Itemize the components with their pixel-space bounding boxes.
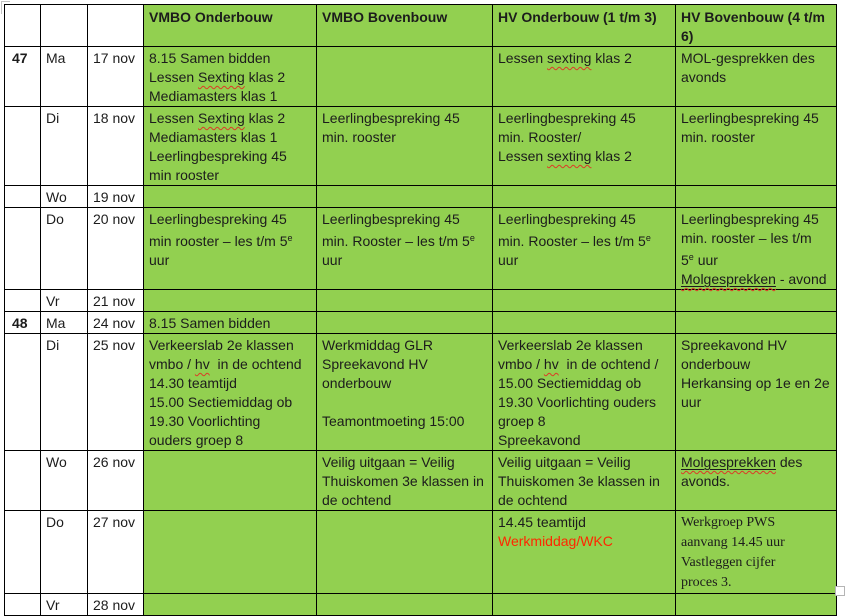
schedule-cell-vmbo-onderbouw[interactable] [144,312,317,334]
schedule-text-line: Veilig uitgaan = Veilig [498,454,631,470]
schedule-text-line: min rooster – les t/m 5e [149,233,293,249]
schedule-text-line: onderbouw [681,356,751,372]
table-row [5,312,837,334]
schedule-cell-vmbo-bovenbouw[interactable] [317,186,493,208]
schedule-cell-vmbo-bovenbouw[interactable] [317,107,493,186]
week-cell[interactable] [5,208,41,290]
schedule-cell-hv-bovenbouw[interactable] [676,334,837,451]
schedule-text-line [322,393,487,412]
table-row [5,290,837,312]
schedule-text-line: Spreekavond HV [681,337,787,353]
schedule-text-line: Molgesprekken des [681,454,803,470]
week-cell[interactable] [5,107,41,186]
schedule-text-line: vmbo / hv in de ochtend [149,356,302,372]
week-cell[interactable]: 47 [5,47,41,107]
schedule-cell-vmbo-bovenbouw[interactable] [317,451,493,511]
table-row [5,107,837,186]
schedule-text-line [498,532,670,551]
schedule-text-line: Lessen Sexting klas 2 [149,69,286,85]
schedule-body [5,47,837,616]
superscript-text: e [645,233,651,243]
schedule-cell-hv-onderbouw[interactable] [493,451,676,511]
schedule-text-line: Veilig uitgaan = Veilig [322,454,455,470]
date-cell[interactable]: 19 nov [88,186,144,208]
spellcheck-squiggle-text: Sexting [198,110,245,126]
schedule-text-line: Verkeerslab 2e klassen [149,337,294,353]
schedule-cell-hv-onderbouw[interactable] [493,47,676,107]
date-cell[interactable]: 18 nov [88,107,144,186]
table-row [5,186,837,208]
spellcheck-squiggle-text: hv [543,356,559,372]
schedule-cell-vmbo-bovenbouw[interactable] [317,334,493,451]
date-cell[interactable]: 26 nov [88,451,144,511]
day-cell[interactable]: Di [41,334,88,451]
schedule-text-line: 14.45 teamtijd [498,514,586,530]
superscript-text: e [287,233,293,243]
spellcheck-squiggle-text: Molgesprekken [681,454,776,470]
table-row [5,511,837,594]
date-cell[interactable]: 25 nov [88,334,144,451]
schedule-text-line: min rooster [149,167,220,183]
schedule-cell-vmbo-bovenbouw[interactable] [317,594,493,616]
table-resize-handle[interactable] [835,586,845,596]
week-cell[interactable] [5,594,41,616]
header-day-cell[interactable] [41,5,88,47]
date-cell[interactable]: 21 nov [88,290,144,312]
header-week-cell[interactable] [5,5,41,47]
schedule-text-line: uur [149,252,170,268]
schedule-cell-hv-onderbouw[interactable] [493,107,676,186]
schedule-cell-vmbo-bovenbouw[interactable] [317,290,493,312]
schedule-text-line: avonds [681,69,727,85]
day-cell[interactable]: Do [41,208,88,290]
schedule-cell-vmbo-onderbouw[interactable] [144,290,317,312]
schedule-text-line: min. Rooster – les t/m 5e [498,233,651,249]
schedule-text-line: Vastleggen cijfer [681,555,776,570]
week-cell[interactable]: 48 [5,312,41,334]
spellcheck-squiggle-text: sexting [547,50,592,66]
schedule-cell-vmbo-onderbouw[interactable] [144,208,317,290]
schedule-text-line: Lessen Sexting klas 2 [149,110,286,126]
day-cell[interactable]: Do [41,511,88,594]
schedule-text-line: proces 3. [681,575,732,590]
schedule-text-line: uur [498,252,519,268]
schedule-text-line: Herkansing op 1e en 2e [681,375,830,391]
schedule-cell-vmbo-bovenbouw[interactable] [317,511,493,594]
spellcheck-squiggle-text: Molgesprekken [681,271,776,287]
schedule-text-line: 15.00 Sectiemiddag ob [498,375,642,391]
schedule-cell-vmbo-onderbouw[interactable] [144,47,317,107]
week-cell[interactable] [5,334,41,451]
day-cell[interactable]: Di [41,107,88,186]
week-cell[interactable] [5,186,41,208]
schedule-text-line: min. Rooster/ [498,129,582,145]
schedule-text-line: groep 8 [498,413,546,429]
day-cell[interactable]: Ma [41,312,88,334]
schedule-cell-hv-bovenbouw[interactable] [676,186,837,208]
schedule-text-line: Teamontmoeting 15:00 [322,413,465,429]
schedule-text-line: Werkmiddag GLR [322,337,434,353]
schedule-text-line: 14.30 teamtijd [149,375,237,391]
date-cell[interactable]: 28 nov [88,594,144,616]
schedule-text-line: 8.15 Samen bidden [149,50,271,66]
schedule-text-line: vmbo / hv in de ochtend / [498,356,659,372]
date-cell[interactable]: 17 nov [88,47,144,107]
schedule-cell-vmbo-bovenbouw[interactable] [317,47,493,107]
schedule-text-line: min. rooster – les t/m [681,230,812,246]
header-hv-bovenbouw[interactable]: HV Bovenbouw (4 t/m 6) [676,5,837,47]
spellcheck-squiggle-text: sexting [547,148,592,164]
schedule-text-line: Leerlingbespreking 45 [498,110,636,126]
schedule-text-line: Mediamasters klas 1 [149,129,278,145]
spellcheck-squiggle-text: hv [194,356,210,372]
day-cell[interactable]: Wo [41,186,88,208]
schedule-cell-vmbo-onderbouw[interactable] [144,594,317,616]
underlined-text [681,454,776,470]
schedule-text-line: Leerlingbespreking 45 [149,211,287,227]
schedule-cell-hv-onderbouw[interactable] [493,208,676,290]
schedule-text-line: uur [322,252,343,268]
schedule-cell-hv-onderbouw[interactable] [493,334,676,451]
schedule-cell-hv-bovenbouw[interactable] [676,594,837,616]
header-vmbo-onderbouw[interactable]: VMBO Onderbouw [144,5,317,47]
schedule-cell-hv-onderbouw[interactable] [493,511,676,594]
schedule-text-line: avonds. [681,473,731,489]
schedule-text-line: Molgesprekken - avond [681,271,827,287]
schedule-cell-hv-onderbouw[interactable] [493,186,676,208]
date-cell[interactable]: 24 nov [88,312,144,334]
header-vmbo-bovenbouw[interactable]: VMBO Bovenbouw [317,5,493,47]
schedule-text-line: aanvang 14.45 uur [681,535,785,550]
schedule-text-line: Verkeerslab 2e klassen [498,337,643,353]
day-cell[interactable]: Ma [41,47,88,107]
schedule-cell-hv-bovenbouw[interactable] [676,107,837,186]
schedule-text-line: Spreekavond HV [322,356,428,372]
schedule-text-line: onderbouw [322,375,392,391]
superscript-text: e [469,233,475,243]
day-cell[interactable]: Vr [41,290,88,312]
red-highlight-text: Werkmiddag/WKC [498,533,613,549]
schedule-text-line: Leerlingbespreking 45 [322,211,460,227]
schedule-text-line: min. rooster [322,129,396,145]
schedule-text-line: min. rooster [681,129,755,145]
schedule-text-line: uur [681,394,702,410]
table-row [5,334,837,451]
schedule-text-line: Werkgroep PWS [681,515,776,530]
schedule-cell-hv-bovenbouw[interactable] [676,208,837,290]
schedule-cell-vmbo-onderbouw[interactable] [144,107,317,186]
schedule-cell-vmbo-bovenbouw[interactable] [317,312,493,334]
schedule-text-line: Lessen sexting klas 2 [498,148,632,164]
schedule-text-line: 19.30 Voorlichting ouders [498,394,656,410]
schedule-cell-hv-onderbouw[interactable] [493,594,676,616]
schedule-cell-vmbo-onderbouw[interactable] [144,334,317,451]
header-row [5,5,837,47]
schedule-text-line: Spreekavond [498,432,581,448]
week-cell[interactable] [5,511,41,594]
schedule-cell-vmbo-bovenbouw[interactable] [317,208,493,290]
header-date-cell[interactable] [88,5,144,47]
table-row [5,451,837,511]
day-cell[interactable]: Wo [41,451,88,511]
spellcheck-squiggle-text: Sexting [198,69,245,85]
schedule-text-line: 19.30 Voorlichting [149,413,261,429]
week-cell[interactable] [5,451,41,511]
schedule-text-line: min. Rooster – les t/m 5e [322,233,475,249]
schedule-cell-vmbo-onderbouw[interactable] [144,511,317,594]
schedule-table [4,4,837,616]
week-cell[interactable] [5,290,41,312]
schedule-text-line: Thuiskomen 3e klassen in [498,473,660,489]
schedule-text-line: 5e uur [681,252,718,268]
day-cell[interactable]: Vr [41,594,88,616]
schedule-cell-hv-bovenbouw[interactable] [676,47,837,107]
schedule-text-line: 8.15 Samen bidden [149,315,271,331]
schedule-text-line: Thuiskomen 3e klassen in [322,473,484,489]
table-row [5,47,837,107]
schedule-text-line: ouders groep 8 [149,432,244,448]
schedule-text-line: 15.00 Sectiemiddag ob [149,394,293,410]
schedule-text-line: MOL-gesprekken des [681,50,815,66]
schedule-cell-hv-onderbouw[interactable] [493,312,676,334]
table-row [5,594,837,616]
schedule-cell-hv-bovenbouw[interactable] [676,290,837,312]
date-cell[interactable]: 20 nov [88,208,144,290]
table-row [5,208,837,290]
schedule-text-line: de ochtend [498,492,568,508]
schedule-cell-hv-bovenbouw[interactable] [676,511,837,594]
date-cell[interactable]: 27 nov [88,511,144,594]
header-hv-onderbouw[interactable]: HV Onderbouw (1 t/m 3) [493,5,676,47]
schedule-text-line: Leerlingbespreking 45 [681,110,819,126]
superscript-text: e [688,252,694,262]
schedule-text-line: Leerlingbespreking 45 [322,110,460,126]
schedule-text-line: Mediamasters klas 1 [149,88,278,104]
schedule-text-line: Leerlingbespreking 45 [681,211,819,227]
schedule-text-line: Leerlingbespreking 45 [149,148,287,164]
schedule-cell-hv-onderbouw[interactable] [493,290,676,312]
schedule-text-line: de ochtend [322,492,392,508]
schedule-text-line: Leerlingbespreking 45 [498,211,636,227]
schedule-cell-vmbo-onderbouw[interactable] [144,186,317,208]
schedule-cell-hv-bovenbouw[interactable] [676,451,837,511]
underlined-text [681,271,776,287]
schedule-cell-hv-bovenbouw[interactable] [676,312,837,334]
schedule-text-line: Lessen sexting klas 2 [498,50,632,66]
schedule-cell-vmbo-onderbouw[interactable] [144,451,317,511]
